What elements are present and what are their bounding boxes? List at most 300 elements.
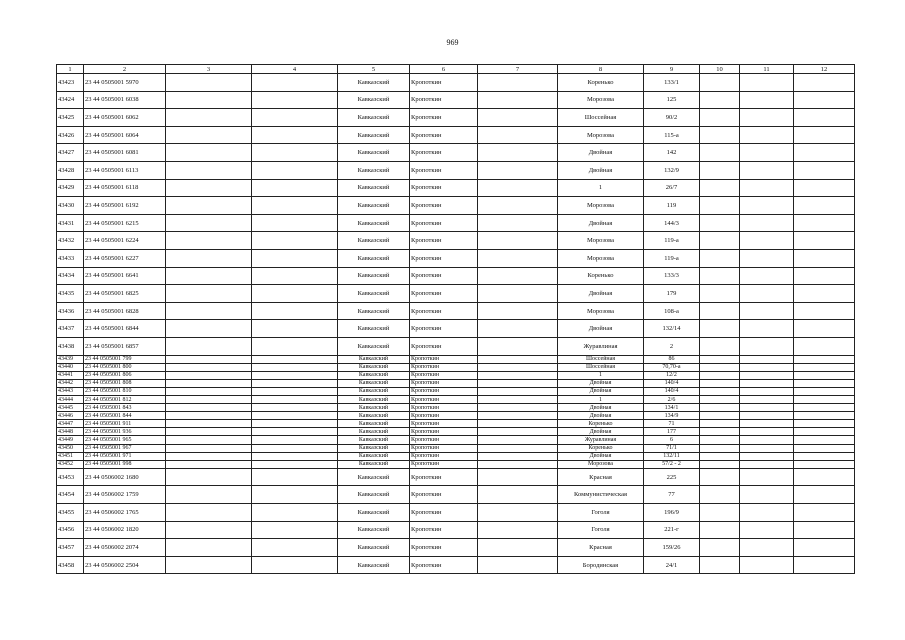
cell-city: Кропоткин [410, 144, 478, 162]
cell-empty [740, 468, 794, 486]
cell-id: 43446 [57, 412, 84, 420]
cell-code: 23 44 0505001 843 [84, 404, 166, 412]
table-row [57, 539, 855, 557]
cell-empty [478, 412, 558, 420]
table-row [57, 504, 855, 522]
table-row [57, 337, 855, 355]
cell-id: 43456 [57, 521, 84, 539]
cell-code: 23 44 0505001 998 [84, 460, 166, 468]
cell-empty [700, 412, 740, 420]
cell-empty [794, 460, 855, 468]
cell-empty [740, 232, 794, 250]
cell-empty [700, 109, 740, 127]
cell-empty [740, 74, 794, 92]
cell-empty [740, 109, 794, 127]
cell-city: Кропоткин [410, 412, 478, 420]
cell-code: 23 44 0505001 6064 [84, 126, 166, 144]
cell-empty [794, 302, 855, 320]
table-row [57, 232, 855, 250]
cell-street: Морозова [558, 460, 644, 468]
cell-empty [700, 179, 740, 197]
cell-street: Двойная [558, 285, 644, 303]
cell-empty [740, 214, 794, 232]
cell-empty [166, 395, 252, 403]
cell-empty [166, 249, 252, 267]
cell-empty [740, 428, 794, 436]
cell-empty [252, 363, 338, 371]
cell-code: 23 44 0506002 1765 [84, 504, 166, 522]
cell-empty [794, 428, 855, 436]
cell-empty [794, 126, 855, 144]
cell-empty [252, 337, 338, 355]
cell-code: 23 44 0505001 6062 [84, 109, 166, 127]
cell-empty [740, 412, 794, 420]
table-row [57, 387, 855, 395]
cell-number: 70,70-а [644, 363, 700, 371]
cell-city: Кропоткин [410, 197, 478, 215]
cell-number: 144/3 [644, 214, 700, 232]
cell-empty [740, 337, 794, 355]
cell-empty [740, 355, 794, 363]
table-header [57, 65, 855, 74]
table-row [57, 144, 855, 162]
cell-number: 86 [644, 355, 700, 363]
cell-district: Кавказский [338, 379, 410, 387]
cell-district: Кавказский [338, 521, 410, 539]
cell-empty [794, 363, 855, 371]
cell-district: Кавказский [338, 109, 410, 127]
cell-code: 23 44 0505001 967 [84, 444, 166, 452]
cell-empty [478, 91, 558, 109]
cell-empty [166, 468, 252, 486]
cell-empty [166, 161, 252, 179]
cell-empty [740, 404, 794, 412]
cell-number: 119-а [644, 232, 700, 250]
cell-empty [252, 91, 338, 109]
cell-code: 23 44 0505001 6224 [84, 232, 166, 250]
cell-empty [794, 144, 855, 162]
cell-number: 132/14 [644, 320, 700, 338]
cell-code: 23 44 0505001 6825 [84, 285, 166, 303]
cell-number: 90/2 [644, 109, 700, 127]
column-header-3: 3 [166, 65, 252, 74]
cell-empty [740, 285, 794, 303]
cell-empty [252, 404, 338, 412]
cell-empty [740, 371, 794, 379]
cell-city: Кропоткин [410, 521, 478, 539]
cell-city: Кропоткин [410, 379, 478, 387]
cell-empty [794, 436, 855, 444]
cell-id: 43439 [57, 355, 84, 363]
cell-empty [478, 161, 558, 179]
cell-city: Кропоткин [410, 179, 478, 197]
cell-empty [478, 556, 558, 574]
table-row [57, 444, 855, 452]
table-row [57, 404, 855, 412]
cell-empty [478, 379, 558, 387]
cell-empty [740, 452, 794, 460]
cell-empty [794, 355, 855, 363]
cell-empty [478, 179, 558, 197]
table-row [57, 420, 855, 428]
cell-number: 24/1 [644, 556, 700, 574]
cell-empty [794, 387, 855, 395]
cell-number: 2/6 [644, 395, 700, 403]
table-row [57, 267, 855, 285]
cell-empty [478, 74, 558, 92]
cell-code: 23 44 0506002 1680 [84, 468, 166, 486]
cell-district: Кавказский [338, 539, 410, 557]
table-row [57, 214, 855, 232]
cell-city: Кропоткин [410, 420, 478, 428]
cell-empty [252, 144, 338, 162]
cell-empty [700, 214, 740, 232]
cell-empty [166, 452, 252, 460]
cell-district: Кавказский [338, 371, 410, 379]
cell-code: 23 44 0505001 799 [84, 355, 166, 363]
cell-number: 177 [644, 428, 700, 436]
cell-empty [166, 428, 252, 436]
cell-empty [794, 468, 855, 486]
registry-table [56, 64, 855, 574]
cell-city: Кропоткин [410, 267, 478, 285]
cell-code: 23 44 0505001 5970 [84, 74, 166, 92]
cell-empty [252, 371, 338, 379]
cell-empty [478, 363, 558, 371]
cell-empty [166, 179, 252, 197]
cell-city: Кропоткин [410, 404, 478, 412]
cell-empty [794, 379, 855, 387]
cell-empty [166, 436, 252, 444]
cell-empty [740, 161, 794, 179]
cell-empty [700, 404, 740, 412]
cell-empty [794, 74, 855, 92]
cell-id: 43452 [57, 460, 84, 468]
cell-empty [166, 486, 252, 504]
cell-empty [252, 214, 338, 232]
cell-empty [166, 232, 252, 250]
cell-empty [252, 486, 338, 504]
cell-code: 23 44 0505001 971 [84, 452, 166, 460]
table-row [57, 556, 855, 574]
cell-number: 142 [644, 144, 700, 162]
cell-district: Кавказский [338, 126, 410, 144]
cell-id: 43453 [57, 468, 84, 486]
cell-code: 23 44 0505001 6118 [84, 179, 166, 197]
cell-street: Двойная [558, 161, 644, 179]
cell-empty [478, 126, 558, 144]
cell-empty [252, 460, 338, 468]
cell-empty [166, 197, 252, 215]
cell-number: 125 [644, 91, 700, 109]
column-header-2: 2 [84, 65, 166, 74]
cell-street: Гоголя [558, 521, 644, 539]
cell-empty [252, 539, 338, 557]
cell-empty [794, 91, 855, 109]
cell-code: 23 44 0505001 808 [84, 379, 166, 387]
cell-empty [166, 460, 252, 468]
cell-empty [700, 371, 740, 379]
cell-city: Кропоткин [410, 232, 478, 250]
cell-empty [700, 420, 740, 428]
column-header-8: 8 [558, 65, 644, 74]
cell-id: 43454 [57, 486, 84, 504]
cell-street: Морозова [558, 91, 644, 109]
cell-code: 23 44 0505001 810 [84, 387, 166, 395]
cell-code: 23 44 0505001 6844 [84, 320, 166, 338]
cell-street: Двойная [558, 452, 644, 460]
table-row [57, 302, 855, 320]
cell-empty [740, 379, 794, 387]
cell-empty [478, 395, 558, 403]
cell-empty [252, 556, 338, 574]
cell-empty [252, 420, 338, 428]
cell-street: Журавлиная [558, 337, 644, 355]
cell-city: Кропоткин [410, 444, 478, 452]
cell-empty [740, 460, 794, 468]
column-header-12: 12 [794, 65, 855, 74]
cell-empty [166, 404, 252, 412]
cell-number: 57/2 - 2 [644, 460, 700, 468]
cell-district: Кавказский [338, 267, 410, 285]
cell-district: Кавказский [338, 420, 410, 428]
cell-city: Кропоткин [410, 214, 478, 232]
cell-empty [478, 521, 558, 539]
cell-street: Бородинская [558, 556, 644, 574]
cell-empty [700, 468, 740, 486]
column-header-5: 5 [338, 65, 410, 74]
cell-empty [740, 267, 794, 285]
cell-empty [252, 109, 338, 127]
cell-empty [700, 91, 740, 109]
cell-number: 12/2 [644, 371, 700, 379]
cell-empty [700, 436, 740, 444]
cell-id: 43431 [57, 214, 84, 232]
cell-id: 43437 [57, 320, 84, 338]
cell-street: Морозова [558, 197, 644, 215]
cell-id: 43427 [57, 144, 84, 162]
cell-empty [794, 109, 855, 127]
cell-district: Кавказский [338, 395, 410, 403]
cell-number: 77 [644, 486, 700, 504]
cell-street: Двойная [558, 214, 644, 232]
cell-empty [252, 412, 338, 420]
cell-city: Кропоткин [410, 363, 478, 371]
cell-city: Кропоткин [410, 109, 478, 127]
cell-id: 43449 [57, 436, 84, 444]
cell-number: 221-г [644, 521, 700, 539]
cell-empty [166, 539, 252, 557]
cell-empty [252, 436, 338, 444]
cell-id: 43457 [57, 539, 84, 557]
cell-city: Кропоткин [410, 460, 478, 468]
table-row [57, 468, 855, 486]
cell-empty [794, 444, 855, 452]
cell-empty [740, 444, 794, 452]
cell-empty [700, 521, 740, 539]
cell-empty [740, 395, 794, 403]
cell-empty [740, 249, 794, 267]
cell-number: 119-а [644, 249, 700, 267]
cell-empty [700, 444, 740, 452]
cell-number: 132/9 [644, 161, 700, 179]
cell-empty [794, 249, 855, 267]
cell-empty [478, 109, 558, 127]
cell-code: 23 44 0505001 806 [84, 371, 166, 379]
cell-empty [740, 436, 794, 444]
cell-empty [700, 197, 740, 215]
cell-id: 43444 [57, 395, 84, 403]
cell-empty [794, 521, 855, 539]
cell-empty [794, 371, 855, 379]
cell-empty [166, 285, 252, 303]
cell-district: Кавказский [338, 232, 410, 250]
cell-empty [478, 285, 558, 303]
cell-empty [700, 74, 740, 92]
cell-code: 23 44 0506002 1759 [84, 486, 166, 504]
cell-empty [700, 387, 740, 395]
table-row [57, 197, 855, 215]
cell-code: 23 44 0506002 2074 [84, 539, 166, 557]
cell-empty [700, 249, 740, 267]
cell-district: Кавказский [338, 460, 410, 468]
cell-empty [166, 371, 252, 379]
cell-empty [478, 387, 558, 395]
cell-code: 23 44 0505001 936 [84, 428, 166, 436]
cell-empty [700, 556, 740, 574]
table-row [57, 249, 855, 267]
cell-id: 43434 [57, 267, 84, 285]
cell-empty [478, 428, 558, 436]
cell-district: Кавказский [338, 387, 410, 395]
cell-empty [166, 267, 252, 285]
cell-empty [166, 214, 252, 232]
cell-district: Кавказский [338, 556, 410, 574]
cell-empty [252, 395, 338, 403]
cell-district: Кавказский [338, 412, 410, 420]
cell-empty [166, 126, 252, 144]
cell-empty [252, 285, 338, 303]
cell-empty [478, 436, 558, 444]
cell-empty [166, 379, 252, 387]
cell-empty [700, 504, 740, 522]
cell-id: 43440 [57, 363, 84, 371]
cell-empty [794, 214, 855, 232]
cell-code: 23 44 0505001 6857 [84, 337, 166, 355]
cell-empty [740, 144, 794, 162]
cell-street: Коренько [558, 420, 644, 428]
cell-number: 140/4 [644, 379, 700, 387]
cell-empty [700, 161, 740, 179]
cell-empty [740, 91, 794, 109]
cell-number: 119 [644, 197, 700, 215]
cell-district: Кавказский [338, 355, 410, 363]
column-header-9: 9 [644, 65, 700, 74]
cell-empty [478, 539, 558, 557]
cell-empty [740, 504, 794, 522]
column-header-10: 10 [700, 65, 740, 74]
cell-number: 133/1 [644, 74, 700, 92]
cell-city: Кропоткин [410, 302, 478, 320]
cell-street: Морозова [558, 232, 644, 250]
cell-empty [740, 420, 794, 428]
cell-district: Кавказский [338, 486, 410, 504]
cell-empty [794, 320, 855, 338]
cell-empty [700, 126, 740, 144]
cell-street: Коммунистическая [558, 486, 644, 504]
cell-code: 23 44 0505001 6828 [84, 302, 166, 320]
cell-id: 43425 [57, 109, 84, 127]
cell-street: Двойная [558, 404, 644, 412]
cell-code: 23 44 0506002 2504 [84, 556, 166, 574]
cell-empty [700, 355, 740, 363]
cell-empty [252, 355, 338, 363]
cell-empty [166, 91, 252, 109]
column-header-4: 4 [252, 65, 338, 74]
cell-id: 43426 [57, 126, 84, 144]
cell-empty [794, 267, 855, 285]
cell-empty [794, 556, 855, 574]
cell-code: 23 44 0505001 6215 [84, 214, 166, 232]
table-row [57, 179, 855, 197]
cell-id: 43445 [57, 404, 84, 412]
cell-empty [166, 355, 252, 363]
cell-empty [700, 486, 740, 504]
cell-empty [166, 521, 252, 539]
cell-empty [478, 420, 558, 428]
cell-empty [740, 302, 794, 320]
cell-empty [252, 74, 338, 92]
cell-empty [252, 452, 338, 460]
cell-empty [478, 249, 558, 267]
cell-code: 23 44 0505001 6641 [84, 267, 166, 285]
cell-code: 23 44 0505001 6113 [84, 161, 166, 179]
cell-id: 43428 [57, 161, 84, 179]
cell-empty [252, 161, 338, 179]
cell-street: Коренько [558, 267, 644, 285]
table-row [57, 436, 855, 444]
cell-id: 43450 [57, 444, 84, 452]
cell-street: Красная [558, 539, 644, 557]
table-row [57, 412, 855, 420]
cell-empty [794, 412, 855, 420]
cell-district: Кавказский [338, 468, 410, 486]
column-header-11: 11 [740, 65, 794, 74]
cell-street: Двойная [558, 387, 644, 395]
cell-empty [700, 452, 740, 460]
cell-number: 115-а [644, 126, 700, 144]
cell-code: 23 44 0505001 6227 [84, 249, 166, 267]
cell-empty [252, 428, 338, 436]
cell-empty [252, 267, 338, 285]
cell-number: 6 [644, 436, 700, 444]
cell-district: Кавказский [338, 452, 410, 460]
cell-empty [740, 320, 794, 338]
cell-empty [794, 285, 855, 303]
cell-id: 43435 [57, 285, 84, 303]
cell-city: Кропоткин [410, 285, 478, 303]
cell-street: Красная [558, 468, 644, 486]
cell-city: Кропоткин [410, 320, 478, 338]
cell-empty [252, 249, 338, 267]
cell-street: Двойная [558, 428, 644, 436]
cell-empty [700, 302, 740, 320]
cell-city: Кропоткин [410, 504, 478, 522]
cell-id: 43442 [57, 379, 84, 387]
table-row [57, 126, 855, 144]
cell-district: Кавказский [338, 91, 410, 109]
cell-district: Кавказский [338, 74, 410, 92]
